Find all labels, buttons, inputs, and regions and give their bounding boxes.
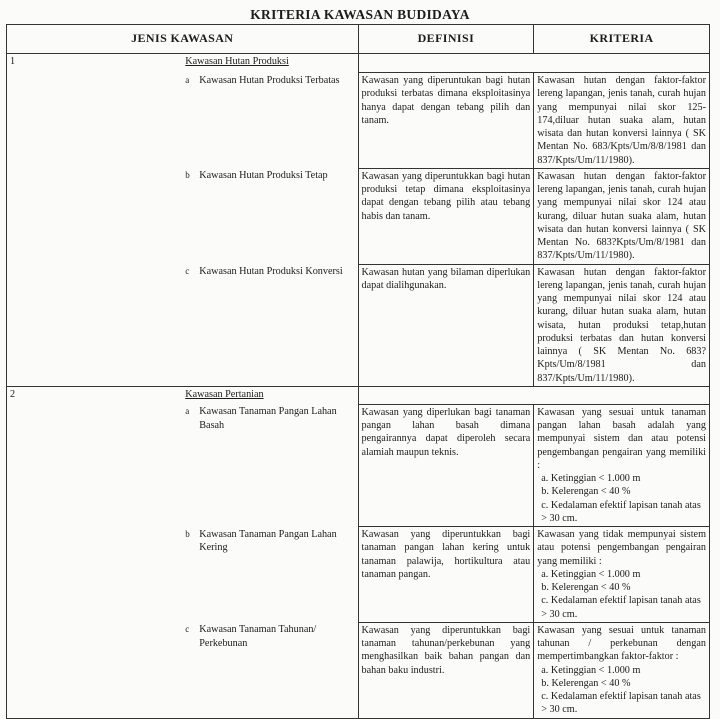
list-item: b. Kelerengan < 40 % — [541, 486, 631, 498]
list-item: b. Kelerengan < 40 % — [541, 582, 631, 593]
criteria-list — [537, 664, 706, 717]
table-row — [7, 168, 710, 264]
list-item: c. Kedalaman efektif lapisan tanah atas > 30 cm. — [541, 691, 701, 716]
header-definisi: DEFINISI — [358, 25, 534, 54]
item-name: Kawasan Hutan Produksi Konversi — [199, 266, 343, 277]
item-name: Kawasan Hutan Produksi Tetap — [199, 170, 328, 182]
criteria-list — [537, 568, 706, 621]
section-number: 2 — [7, 386, 183, 404]
item-criteria — [534, 527, 710, 623]
item-name: Kawasan Tanaman Pangan Lahan Kering — [199, 528, 337, 553]
item-definition: Kawasan hutan yang bilaman diperlukan dapat dialihgunakan. — [358, 264, 534, 386]
list-item: a. Ketinggian < 1.000 m — [541, 664, 641, 676]
item-criteria — [534, 622, 710, 718]
criteria-table — [6, 24, 710, 719]
list-item: c. Kedalaman efektif lapisan tanah atas > 30 cm. — [541, 499, 701, 524]
header-row — [7, 25, 710, 54]
table-row — [7, 264, 710, 386]
section-row — [7, 386, 710, 404]
criteria-intro: Kawasan yang sesuai untuk tanaman tahunan / perkebunan dengan mempertimbangkan faktor-faktor : — [537, 624, 706, 663]
criteria-intro: Kawasan yang sesuai untuk tanaman pangan lahan basah adalah yang mempunyai sistem dan atau potensi pengembangan pengairan yang memiliki : — [537, 406, 706, 471]
item-letter: c — [185, 266, 190, 276]
header-jenis-kawasan: JENIS KAWASAN — [7, 25, 359, 54]
table-row — [7, 622, 710, 718]
section-title: Kawasan Hutan Produksi — [185, 56, 289, 67]
list-item: a. Ketinggian < 1.000 m — [541, 568, 641, 580]
item-name: Kawasan Hutan Produksi Terbatas — [199, 74, 340, 86]
criteria-list — [537, 472, 706, 525]
item-definition: Kawasan yang diperuntukkan bagi tanaman pangan lahan kering untuk tanaman palawija, hortikultura atau tanaman pangan. — [358, 527, 534, 623]
item-definition: Kawasan yang diperuntukkan bagi hutan produksi tetap dimana eksploitasinya dapat dengan tebang pilih atau tebang habis dan tanam. — [358, 168, 534, 264]
item-criteria: Kawasan hutan dengan faktor-faktor lereng lapangan, jenis tanah, curah hujan yang mempunyai nilai skor 124 atau kurang, diluar hutan suaka alam, hutan wisata, hutan produksi tetap,hutan produksi terbatas dan hutan konversi lainnya ( SK Mentan No. 683?Kpts/Um/8/1981 dan 837/Kpts/Um/11/1980). — [534, 264, 710, 386]
table-row — [7, 404, 710, 526]
document-title: KRITERIA KAWASAN BUDIDAYA — [250, 7, 470, 22]
section-title: Kawasan Pertanian — [185, 388, 264, 400]
list-item: a. Ketinggian < 1.000 m — [541, 473, 641, 484]
section-row — [7, 54, 710, 73]
table-row — [7, 527, 710, 623]
item-letter: a — [185, 406, 190, 417]
item-definition: Kawasan yang diperuntukkan bagi tanaman tahunan/perkebunan yang menghasilkan baik bahan pangan dan bahan baku industri. — [358, 622, 534, 718]
list-item: c. Kedalaman efektif lapisan tanah atas > 30 cm. — [541, 595, 701, 620]
section-number: 1 — [7, 54, 183, 73]
item-letter: b — [185, 528, 190, 539]
item-criteria — [534, 404, 710, 526]
item-definition: Kawasan yang diperuntukan bagi hutan produksi terbatas dimana eksploitasinya hanya dapat dengan tebang pilih dan tanam. — [358, 73, 534, 169]
item-letter: b — [185, 170, 190, 181]
item-criteria: Kawasan hutan dengan faktor-faktor lereng lapangan, jenis tanah, curah hujan yang mempunyai nilai skor 125-174,diluar hutan suaka alam, hutan wisata dan hutan konversi lainnya ( SK Mentan No. 683/Kpts/Um/8/8/1981 dan 837/Kpts/Um/11/1980). — [534, 73, 710, 169]
item-letter: c — [185, 624, 190, 635]
list-item: b. Kelerengan < 40 % — [541, 677, 631, 689]
item-name: Kawasan Tanaman Pangan Lahan Basah — [199, 406, 337, 431]
criteria-intro: Kawasan yang tidak mempunyai sistem atau potensi pengembangan pengairan yang memiliki : — [537, 529, 706, 567]
item-name: Kawasan Tanaman Tahunan/ Perkebunan — [199, 624, 317, 649]
item-criteria: Kawasan hutan dengan faktor-faktor lereng lapangan, jenis tanah, curah hujan yang mempunyai nilai skor 124 atau kurang, diluar hutan suaka alam, hutan wisata dan hutan konversi lainnya ( SK Mentan No. 683?Kpts/Um/8/1981 dan 837/Kpts/Um/11/1980). — [534, 168, 710, 264]
item-definition: Kawasan yang diperlukan bagi tanaman pangan lahan basah dimana pengairannya dapat diperoleh secara alamiah maupun teknis. — [358, 404, 534, 526]
item-letter: a — [185, 74, 190, 85]
header-kriteria: KRITERIA — [534, 25, 710, 54]
table-row — [7, 73, 710, 169]
